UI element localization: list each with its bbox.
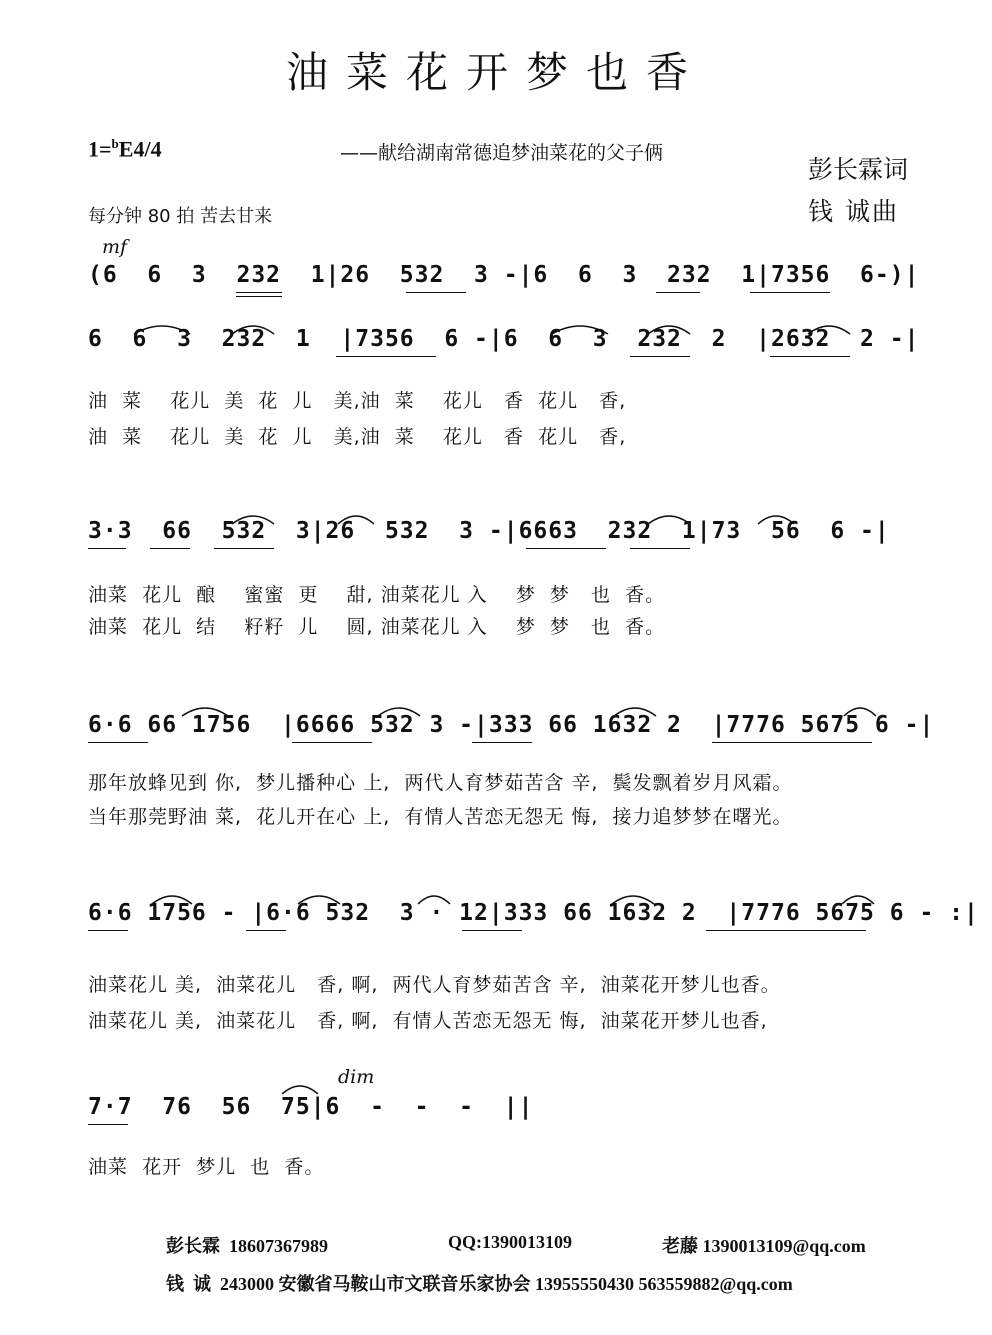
slur-icon [756,508,796,526]
lyricist-credit: 彭长霖词 [808,155,909,184]
contact-composer: 钱 诚 243000 安徽省马鞍山市文联音乐家协会 13955550430 563559882@qq.com [166,1274,793,1294]
tempo-marking: 每分钟 80 拍 苦去甘来 [88,206,273,227]
beam-line [246,930,286,931]
lyric-verse1-line2: 油菜 花儿 酿 蜜蜜 更 甜, 油菜花儿 入 梦 梦 也 香。 [88,584,666,606]
beam-line [462,930,522,931]
slur-icon [230,508,276,526]
slur-icon [840,888,876,906]
dedication: ——献给湖南常德追梦油菜花的父子俩 [340,142,664,164]
slur-icon [646,508,692,526]
slur-icon [132,318,192,336]
lyric-verse2-line3: 当年那莞野油 菜, 花儿开在心 上, 有情人苦恋无怨无 悔, 接力追梦梦在曙光。 [88,806,793,828]
song-title: 油菜花开梦也香 [285,48,706,97]
beam-line [750,292,830,293]
slur-icon [280,1078,320,1096]
contact-email: 老藤 1390013109@qq.com [662,1236,866,1256]
beam-line [336,356,436,357]
lyric-verse2-line1: 油 菜 花儿 美 花 儿 美,油 菜 花儿 香 花儿 香, [88,426,627,448]
beam-line [472,742,532,743]
beam-line [236,292,282,293]
beam-line [88,930,128,931]
composer-credit: 钱 诚曲 [808,197,899,226]
key-prefix: 1= [88,136,112,162]
score-line-5: 6·6 1756 - |6·6 532 3 · 12|333 66 1632 2 |7776 5675 6 - :| [88,900,979,926]
dynamic-dim: dim [338,1066,375,1088]
beam-line [630,548,690,549]
beam-line [150,548,190,549]
slur-icon [610,888,656,906]
beam-line [88,1124,128,1125]
slur-icon [416,888,452,906]
beam-line [526,548,606,549]
slur-icon [550,318,610,336]
beam-line [406,292,466,293]
lyric-verse2-line2: 油菜 花儿 结 籽籽 儿 圆, 油菜花儿 入 梦 梦 也 香。 [88,616,666,638]
slur-icon [842,700,878,718]
slur-icon [180,700,230,718]
slur-icon [646,318,692,336]
score-line-2: 6 6 3 232 1 |7356 6 -|6 6 3 232 2 |2632 2 -| [88,326,920,352]
score-line-coda: 7·7 76 56 75|6 - - - || [88,1094,534,1120]
lyric-verse1-line1: 油 菜 花儿 美 花 儿 美,油 菜 花儿 香 花儿 香, [88,390,627,412]
lyric-verse1-line3: 那年放蜂见到 你, 梦儿播种心 上, 两代人育梦茹苦含 辛, 鬓发飘着岁月风霜。 [88,772,793,794]
contact-lyricist: 彭长霖 18607367989 [166,1236,328,1256]
lyric-verse1-line4: 油菜花儿 美, 油菜花儿 香, 啊, 两代人育梦茹苦含 辛, 油菜花开梦儿也香。 [88,974,781,996]
slur-icon [336,508,376,526]
beam-line [712,742,872,743]
score-line-4: 6·6 66 1756 |6666 532 3 -|333 66 1632 2 |7776 5675 6 -| [88,712,935,738]
lyric-coda: 油菜 花开 梦儿 也 香。 [88,1156,325,1178]
slur-icon [296,888,342,906]
beam-line [656,292,700,293]
slur-icon [376,700,422,718]
slur-icon [806,318,852,336]
contact-qq: QQ:1390013109 [448,1232,572,1252]
key-signature [88,136,162,162]
beam-line [630,356,690,357]
flat-sign: b [111,136,119,151]
score-line-intro: (6 6 3 232 1|26 532 3 -|6 6 3 232 1|7356 6-)| [88,262,920,288]
score-line-3: 3·3 66 532 3|26 532 3 -|6663 232 1|73 56 6 -| [88,518,890,544]
beam-line [236,296,282,297]
dynamic-mf: mf [102,236,128,258]
slur-icon [150,888,194,906]
beam-line [214,548,274,549]
slur-icon [230,318,276,336]
beam-line [706,930,866,931]
beam-line [770,356,850,357]
beam-line [292,742,372,743]
slur-icon [612,700,658,718]
beam-line [88,742,148,743]
key-meter: E4/4 [118,136,162,162]
lyric-verse2-line4: 油菜花儿 美, 油菜花儿 香, 啊, 有情人苦恋无怨无 悔, 油菜花开梦儿也香, [88,1010,768,1032]
beam-line [88,548,126,549]
